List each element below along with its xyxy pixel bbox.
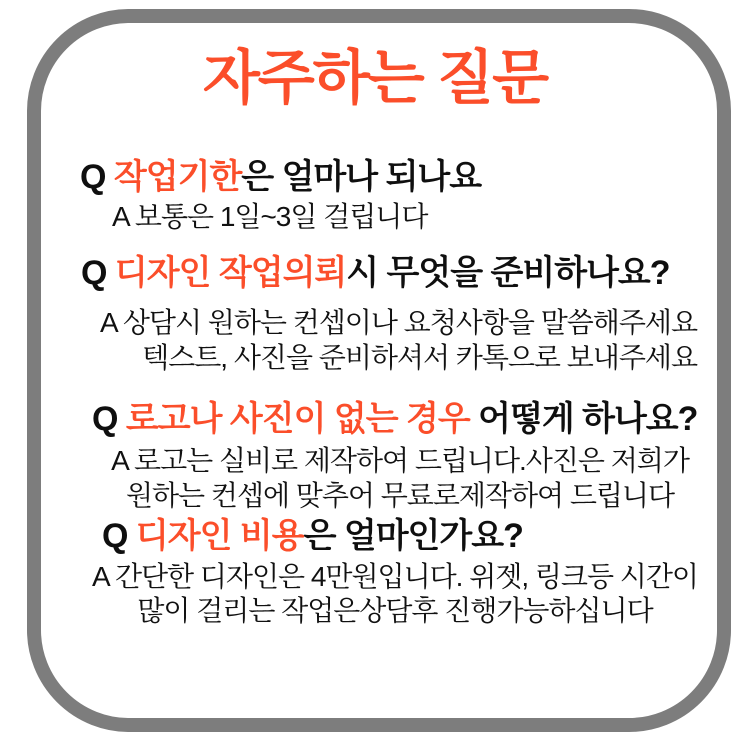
answer-1-line-1: A 보통은 1일~3일 걸립니다 [112,201,428,232]
answer-3-line-1: A 로고는 실비로 제작하여 드립니다.사진은 저희가 [111,445,689,476]
question-4 [102,517,523,556]
answer-4 [45,560,745,628]
answer-4-line-1: A 간단한 디자인은 4만원입니다. 위젯, 링크등 시간이 [92,561,698,592]
question-2-q-prefix: Q [81,254,115,292]
answer-4-line-2: 많이 걸리는 작업은상담후 진행가능하십니다 [137,595,653,626]
page-title: 자주하는 질문 [202,45,548,111]
answer-3-line-2: 원하는 컨셉에 맞추어 무료로제작하여 드립니다 [125,480,675,511]
question-4-highlight: 디자인 비용 [135,517,304,555]
question-1-rest: 은 얼마나 되나요 [241,158,482,196]
answer-2 [100,305,697,375]
question-3-q-prefix: Q [92,400,126,438]
question-1-highlight: 작업기한 [113,158,242,196]
question-4-rest: 은 얼마인가요? [303,517,523,555]
question-1 [80,158,481,197]
answer-2-line-1: A 상담시 원하는 컨셉이나 요청사항을 말씀해주세요 [99,307,697,338]
question-2-highlight: 디자인 작업의뢰 [114,254,347,292]
answer-3 [50,443,750,513]
question-1-q-prefix: Q [80,158,114,196]
question-4-q-prefix: Q [102,517,136,555]
answer-1 [112,199,427,234]
question-3 [92,400,697,439]
question-3-highlight: 로고나 사진이 없는 경우 [125,400,470,438]
answer-2-line-2: 텍스트, 사진을 준비하셔서 카톡으로 보내주세요 [142,342,697,373]
question-3-rest: 어떻게 하나요? [469,400,698,438]
question-2-rest: 시 무엇을 준비하나요? [346,254,670,292]
question-2 [81,254,670,293]
